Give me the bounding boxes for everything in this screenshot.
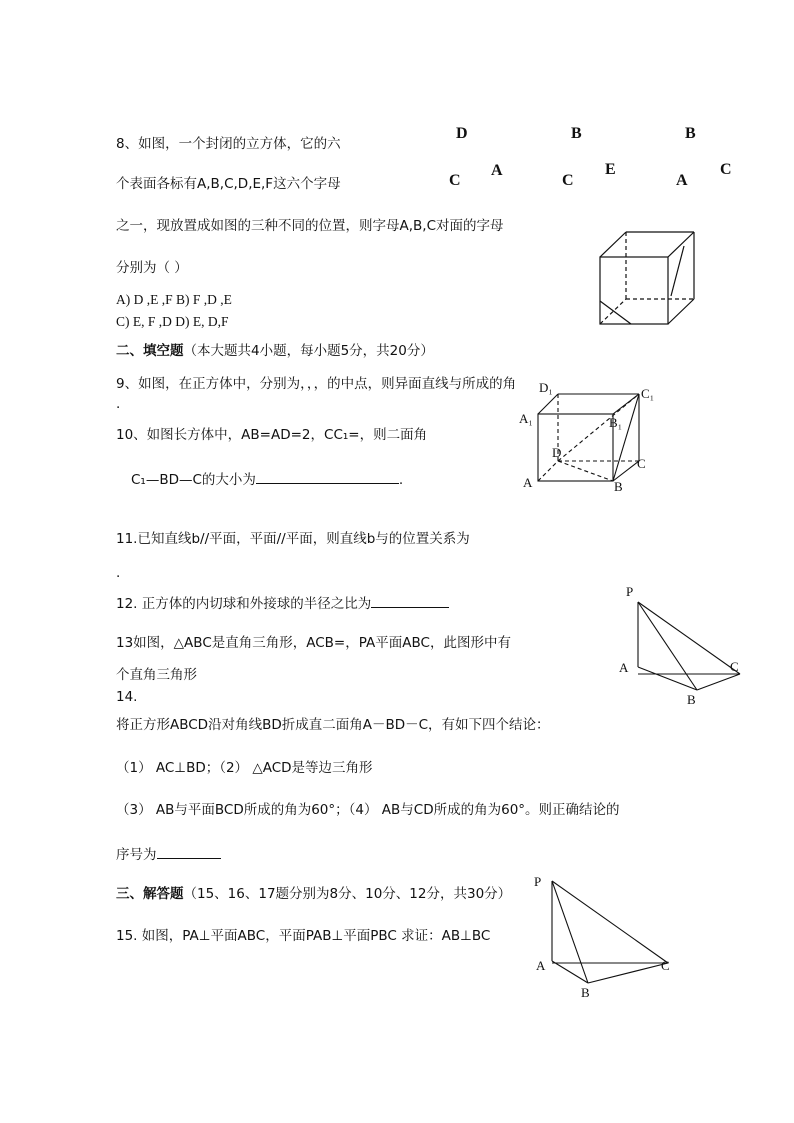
q8-line2: 个表面各标有A,B,C,D,E,F这六个字母 (116, 176, 341, 192)
fig15-label-c: C (661, 958, 670, 973)
q13-line1: 13如图，△ABC是直角三角形，ACB=，PA平面ABC，此图形中有 (116, 635, 511, 651)
section2-note: （本大题共4小题，每小题5分，共20分） (183, 343, 434, 359)
q14-line3: （3） AB与平面BCD所成的角为60°；（4） AB与CD所成的角为60°。则正确结论的 (116, 802, 620, 818)
fig10-label-c1: C₁ (641, 386, 655, 401)
section3-heading (116, 885, 511, 903)
fig10-label-c: C (637, 456, 646, 471)
cube2-side-label: E (605, 161, 616, 178)
q10-box-figure (515, 380, 665, 494)
q8-line3: 之一，现放置成如图的三种不同的位置，则字母A,B,C对面的字母 (116, 218, 504, 234)
cube3-top-label: B (685, 125, 696, 142)
q8-options-ab: A) D ,E ,F B) F ,D ,E (116, 292, 232, 307)
fig10-label-b: B (614, 479, 623, 494)
fig10-label-d: D (552, 445, 562, 460)
q11-dot: . (116, 565, 121, 581)
q14-line2: （1） AC⊥BD；（2） △ACD是等边三角形 (116, 760, 373, 776)
q10-line2-text: C₁—BD—C的大小为 (131, 472, 256, 488)
fig13-label-c: C (730, 659, 739, 674)
q9-text: 9、如图，在正方体中，分别为，，，的中点，则异面直线与所成的角 (116, 376, 517, 392)
section2-heading (116, 342, 434, 360)
cube3-front-label: A (676, 172, 688, 189)
fig10-label-d1: D₁ (539, 380, 553, 395)
cube1-top-label: D (456, 125, 468, 142)
q9-dot: . (116, 396, 121, 412)
q14-line4: 序号为 (116, 847, 157, 863)
q8-options-cd: C) E, F ,D D) E, D,F (116, 314, 229, 329)
q12-answer-blank[interactable] (371, 593, 449, 608)
fig10-label-a: A (523, 475, 533, 490)
q14-answer-blank[interactable] (157, 844, 221, 859)
q12-text: 12. 正方体的内切球和外接球的半径之比为 (116, 596, 372, 612)
q11-text: 11.已知直线b//平面，平面//平面，则直线b与的位置关系为 (116, 531, 470, 547)
q8-line4: 分别为（ ） (116, 260, 188, 276)
cube1-front-label: C (449, 172, 461, 189)
section3-note: （15、16、17题分别为8分、10分、12分，共30分） (183, 886, 512, 902)
cube3-side-label: C (720, 161, 732, 178)
fig13-label-a: A (619, 660, 629, 675)
q15-pyramid-figure (530, 873, 690, 998)
q10-answer-blank[interactable] (256, 469, 399, 484)
q10-line2 (131, 469, 403, 489)
fig13-label-p: P (626, 584, 634, 599)
q14-line1: 将正方形ABCD沿对角线BD折成直二面角A－BD－C，有如下四个结论： (116, 717, 550, 733)
q13-line2: 个直角三角形 (116, 667, 197, 683)
q14-num: 14. (116, 689, 138, 705)
q12-line (116, 593, 449, 613)
q8-line1: 8、如图，一个封闭的立方体，它的六 (116, 136, 341, 152)
fig15-label-p: P (534, 874, 542, 889)
q13-pyramid-figure (612, 582, 752, 712)
q8-cube-figure (595, 228, 705, 328)
section3-title: 三、解答题 (116, 886, 184, 902)
section2-title: 二、填空题 (116, 343, 184, 359)
fig15-label-a: A (536, 958, 546, 973)
q10-end: . (398, 472, 404, 488)
cube1-side-label: A (491, 162, 503, 179)
fig10-label-b1: B₁ (609, 415, 623, 430)
q14-line4-wrap (116, 844, 221, 864)
fig10-label-a1: A₁ (519, 411, 533, 426)
fig13-label-b: B (687, 692, 696, 707)
cube2-top-label: B (571, 125, 582, 142)
q15-text: 15. 如图，PA⊥平面ABC，平面PAB⊥平面PBC 求证：AB⊥BC (116, 928, 491, 944)
fig15-label-b: B (581, 985, 590, 1000)
cube2-front-label: C (562, 172, 574, 189)
q10-line1: 10、如图长方体中，AB=AD=2，CC₁=，则二面角 (116, 427, 428, 443)
